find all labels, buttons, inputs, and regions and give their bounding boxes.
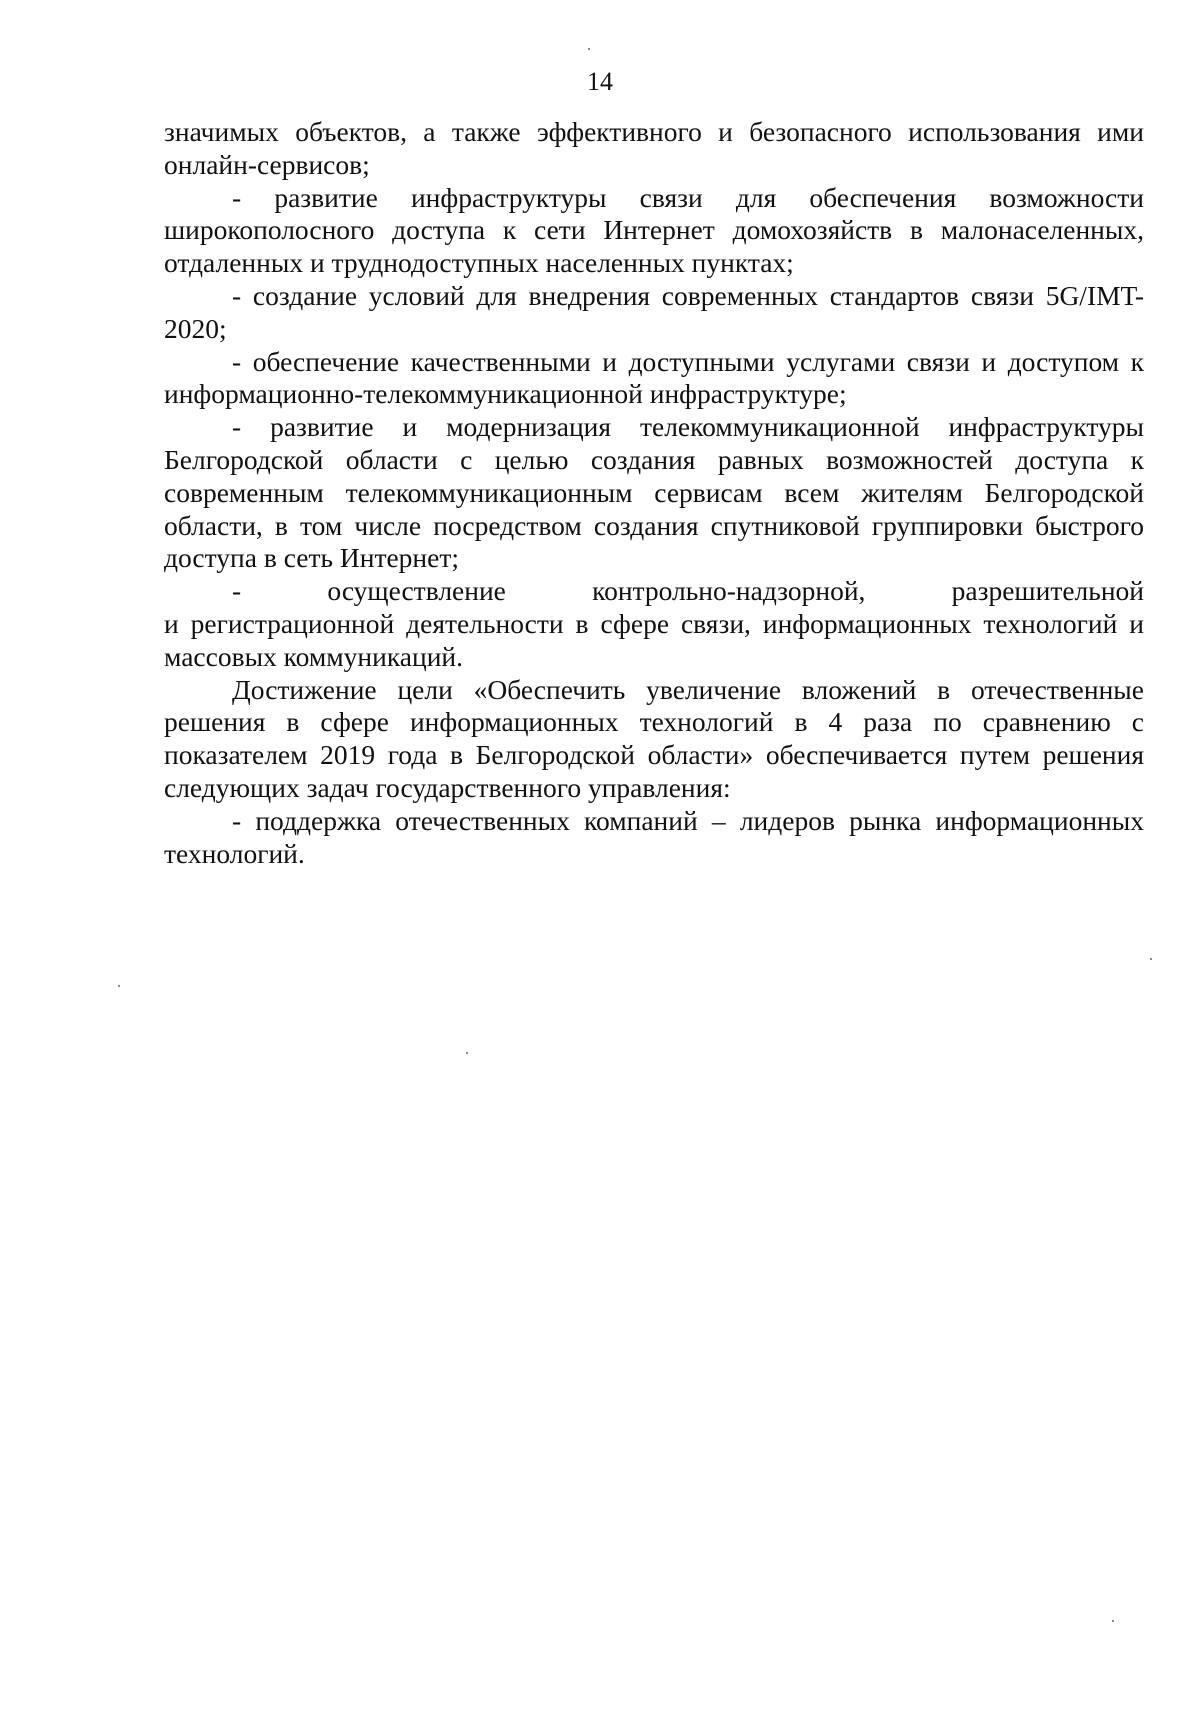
list-item-supervision-first-line: - осуществление контрольно-надзорной, разрешительной <box>232 575 1144 607</box>
page-number: 14 <box>587 67 613 96</box>
paragraph-goal-achievement: Достижение цели «Обеспечить увеличение вложений в отечественные решения в сфере информационных технологий в 4 раза по сравнению с показателем 2019 года в Белгородской области» обеспечивается путем решения следующих задач государственного управления: <box>164 673 1144 803</box>
document-body <box>164 116 1144 870</box>
scan-speck <box>118 985 120 987</box>
list-item-company-support: - поддержка отечественных компаний – лидеров рынка информационных технологий. <box>164 804 1144 869</box>
scan-speck <box>466 1052 468 1054</box>
list-item-5g-standards: - создание условий для внедрения современных стандартов связи 5G/IMT-2020; <box>164 279 1144 344</box>
list-item-supervision-rest: и регистрационной деятельности в сфере связи, информационных технологий и массовых коммуникаций. <box>164 607 1144 672</box>
paragraph-continuation: значимых объектов, а также эффективного и безопасного использования ими онлайн-сервисов; <box>164 116 1144 180</box>
scan-speck <box>588 48 590 50</box>
scan-speck <box>1112 1620 1114 1622</box>
list-item-supervision-activity <box>164 575 1144 673</box>
list-item-broadband-infrastructure: - развитие инфраструктуры связи для обеспечения возможности широкополосного доступа к сети Интернет домохозяйств в малонаселенных, отдаленных и труднодоступных населенных пунктах; <box>164 181 1144 279</box>
scan-speck <box>1150 958 1152 960</box>
list-item-communication-services: - обеспечение качественными и доступными услугами связи и доступом к информационно-телекоммуникационной инфраструктуре; <box>164 345 1144 410</box>
list-item-telecom-modernization: - развитие и модернизация телекоммуникационной инфраструктуры Белгородской области с целью создания равных возможностей доступа к современным телекоммуникационным сервисам всем жителям Белгородской области, в том числе посредством создания спутниковой группировки быстрого доступа в сеть Интернет; <box>164 411 1144 574</box>
